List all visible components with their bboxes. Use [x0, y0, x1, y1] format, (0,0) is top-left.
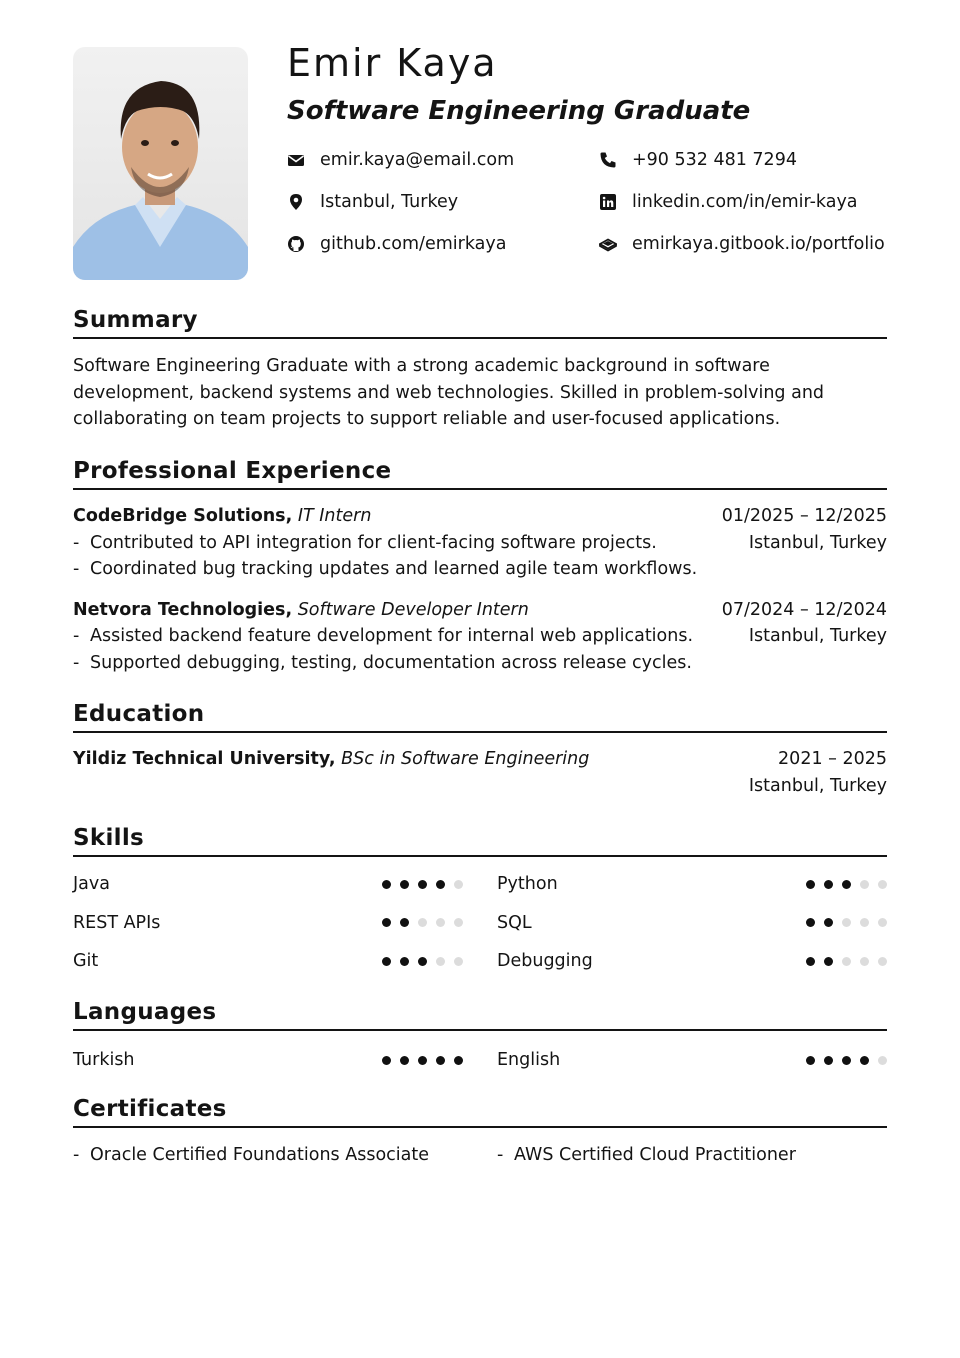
- language-rating: [382, 1056, 463, 1065]
- school-name: Yildiz Technical University,: [73, 749, 336, 769]
- rating-dot-filled: [824, 1056, 833, 1065]
- contact-email[interactable]: [287, 149, 514, 171]
- rating-dot-filled: [382, 957, 391, 966]
- skill-name: Debugging: [497, 951, 593, 972]
- rating-dot-filled: [842, 880, 851, 889]
- education-section: [73, 699, 887, 799]
- contact-phone[interactable]: [599, 149, 797, 171]
- skills-section: [73, 823, 887, 981]
- education-entry: [73, 746, 887, 799]
- certificate-item: - AWS Certified Cloud Practitioner: [497, 1145, 796, 1165]
- contact-portfolio[interactable]: [599, 233, 885, 255]
- rating-dot-empty: [454, 957, 463, 966]
- skill-item: [73, 942, 463, 981]
- rating-dot-empty: [878, 918, 887, 927]
- skill-item: [497, 904, 887, 943]
- skills-grid: [73, 865, 887, 981]
- entry-location: Istanbul, Turkey: [748, 626, 887, 646]
- experience-section: [73, 456, 887, 676]
- language-name: Turkish: [73, 1050, 135, 1071]
- rating-dot-empty: [842, 957, 851, 966]
- language-item: [73, 1041, 463, 1080]
- rating-dot-filled: [806, 957, 815, 966]
- skill-rating: [382, 918, 463, 927]
- section-title: Summary: [73, 305, 887, 339]
- section-title: Languages: [73, 997, 887, 1031]
- summary-text: Software Engineering Graduate with a strong academic background in software development, backend systems and web technologies. Skilled in problem-solving and collaborating on team projects to support reliable and user-focused applications.: [73, 356, 825, 429]
- contact-github[interactable]: [287, 233, 506, 255]
- linkedin-text: linkedin.com/in/emir-kaya: [632, 192, 858, 212]
- job-role: Software Developer Intern: [297, 599, 529, 620]
- portfolio-text: emirkaya.gitbook.io/portfolio: [632, 234, 885, 254]
- rating-dot-empty: [454, 880, 463, 889]
- degree: BSc in Software Engineering: [341, 749, 590, 769]
- rating-dot-filled: [842, 1056, 851, 1065]
- rating-dot-empty: [860, 957, 869, 966]
- entry-dates: 07/2024 – 12/2024: [721, 599, 887, 620]
- skill-name: Java: [73, 874, 110, 895]
- phone-icon: [599, 151, 617, 169]
- rating-dot-filled: [454, 1056, 463, 1065]
- candidate-name: Emir Kaya: [287, 41, 498, 85]
- rating-dot-filled: [824, 957, 833, 966]
- rating-dot-empty: [436, 918, 445, 927]
- contact-location: [287, 191, 458, 213]
- skill-rating: [382, 880, 463, 889]
- rating-dot-empty: [878, 957, 887, 966]
- entry-meta: [722, 597, 887, 650]
- entry-location: Istanbul, Turkey: [748, 532, 887, 553]
- certificates-grid: [73, 1142, 887, 1168]
- phone-text: +90 532 481 7294: [632, 150, 797, 170]
- languages-section: [73, 997, 887, 1080]
- rating-dot-filled: [436, 1056, 445, 1065]
- rating-dot-empty: [436, 957, 445, 966]
- rating-dot-empty: [878, 1056, 887, 1065]
- rating-dot-filled: [824, 880, 833, 889]
- bullet-item: - Contributed to API integration for client-facing software projects.: [73, 532, 657, 553]
- section-title: Skills: [73, 823, 887, 857]
- rating-dot-empty: [860, 918, 869, 927]
- candidate-headline: Software Engineering Graduate: [287, 96, 751, 126]
- skill-item: [497, 865, 887, 904]
- section-title: Professional Experience: [73, 456, 887, 490]
- email-text: emir.kaya@email.com: [320, 150, 515, 170]
- skill-item: [497, 942, 887, 981]
- section-title: Education: [73, 699, 887, 733]
- certificates-section: [73, 1094, 887, 1168]
- github-text: github.com/emirkaya: [320, 234, 507, 254]
- language-rating: [806, 1056, 887, 1065]
- rating-dot-filled: [382, 918, 391, 927]
- rating-dot-empty: [842, 918, 851, 927]
- entry-meta: [749, 746, 887, 799]
- job-role: IT Intern: [297, 506, 372, 526]
- experience-entry: [73, 597, 887, 677]
- skill-rating: [806, 918, 887, 927]
- skill-rating: [806, 957, 887, 966]
- bullet-item: - Assisted backend feature development for internal web applications.: [73, 626, 694, 646]
- rating-dot-filled: [382, 880, 391, 889]
- rating-dot-filled: [806, 880, 815, 889]
- skill-name: Git: [73, 951, 99, 972]
- skill-item: [73, 904, 463, 943]
- rating-dot-empty: [454, 918, 463, 927]
- rating-dot-filled: [824, 918, 833, 927]
- location-text: Istanbul, Turkey: [320, 192, 459, 212]
- rating-dot-filled: [418, 957, 427, 966]
- rating-dot-empty: [860, 880, 869, 889]
- entry-meta: [722, 503, 887, 556]
- languages-grid: [73, 1041, 887, 1080]
- rating-dot-filled: [418, 1056, 427, 1065]
- bullet-item: - Supported debugging, testing, documentation across release cycles.: [73, 652, 692, 673]
- envelope-icon: [287, 151, 305, 169]
- section-title: Certificates: [73, 1094, 887, 1128]
- rating-dot-filled: [382, 1056, 391, 1065]
- gitbook-icon: [599, 235, 617, 253]
- skill-item: [73, 865, 463, 904]
- entry-dates: 2021 – 2025: [778, 749, 887, 769]
- map-pin-icon: [287, 193, 305, 211]
- entry-dates: 01/2025 – 12/2025: [721, 506, 887, 526]
- entry-location: Istanbul, Turkey: [748, 775, 887, 796]
- company-name: Netvora Technologies,: [73, 599, 293, 620]
- skill-rating: [382, 957, 463, 966]
- rating-dot-filled: [400, 918, 409, 927]
- rating-dot-filled: [400, 880, 409, 889]
- certificate-item: - Oracle Certified Foundations Associate: [73, 1145, 429, 1165]
- bullet-item: - Coordinated bug tracking updates and learned agile team workflows.: [73, 559, 698, 579]
- rating-dot-empty: [878, 880, 887, 889]
- github-icon: [287, 235, 305, 253]
- skill-name: SQL: [497, 912, 532, 933]
- company-name: CodeBridge Solutions,: [73, 506, 293, 526]
- rating-dot-filled: [436, 880, 445, 889]
- experience-entry: [73, 503, 887, 583]
- rating-dot-filled: [400, 957, 409, 966]
- summary-section: [73, 305, 887, 433]
- profile-photo: [73, 47, 248, 280]
- contact-linkedin[interactable]: [599, 191, 858, 213]
- rating-dot-filled: [806, 1056, 815, 1065]
- skill-name: REST APIs: [73, 912, 161, 933]
- language-name: English: [497, 1050, 561, 1071]
- rating-dot-filled: [418, 880, 427, 889]
- rating-dot-filled: [400, 1056, 409, 1065]
- language-item: [497, 1041, 887, 1080]
- rating-dot-filled: [860, 1056, 869, 1065]
- rating-dot-filled: [806, 918, 815, 927]
- skill-name: Python: [497, 874, 558, 895]
- rating-dot-empty: [418, 918, 427, 927]
- skill-rating: [806, 880, 887, 889]
- linkedin-icon: [599, 193, 617, 211]
